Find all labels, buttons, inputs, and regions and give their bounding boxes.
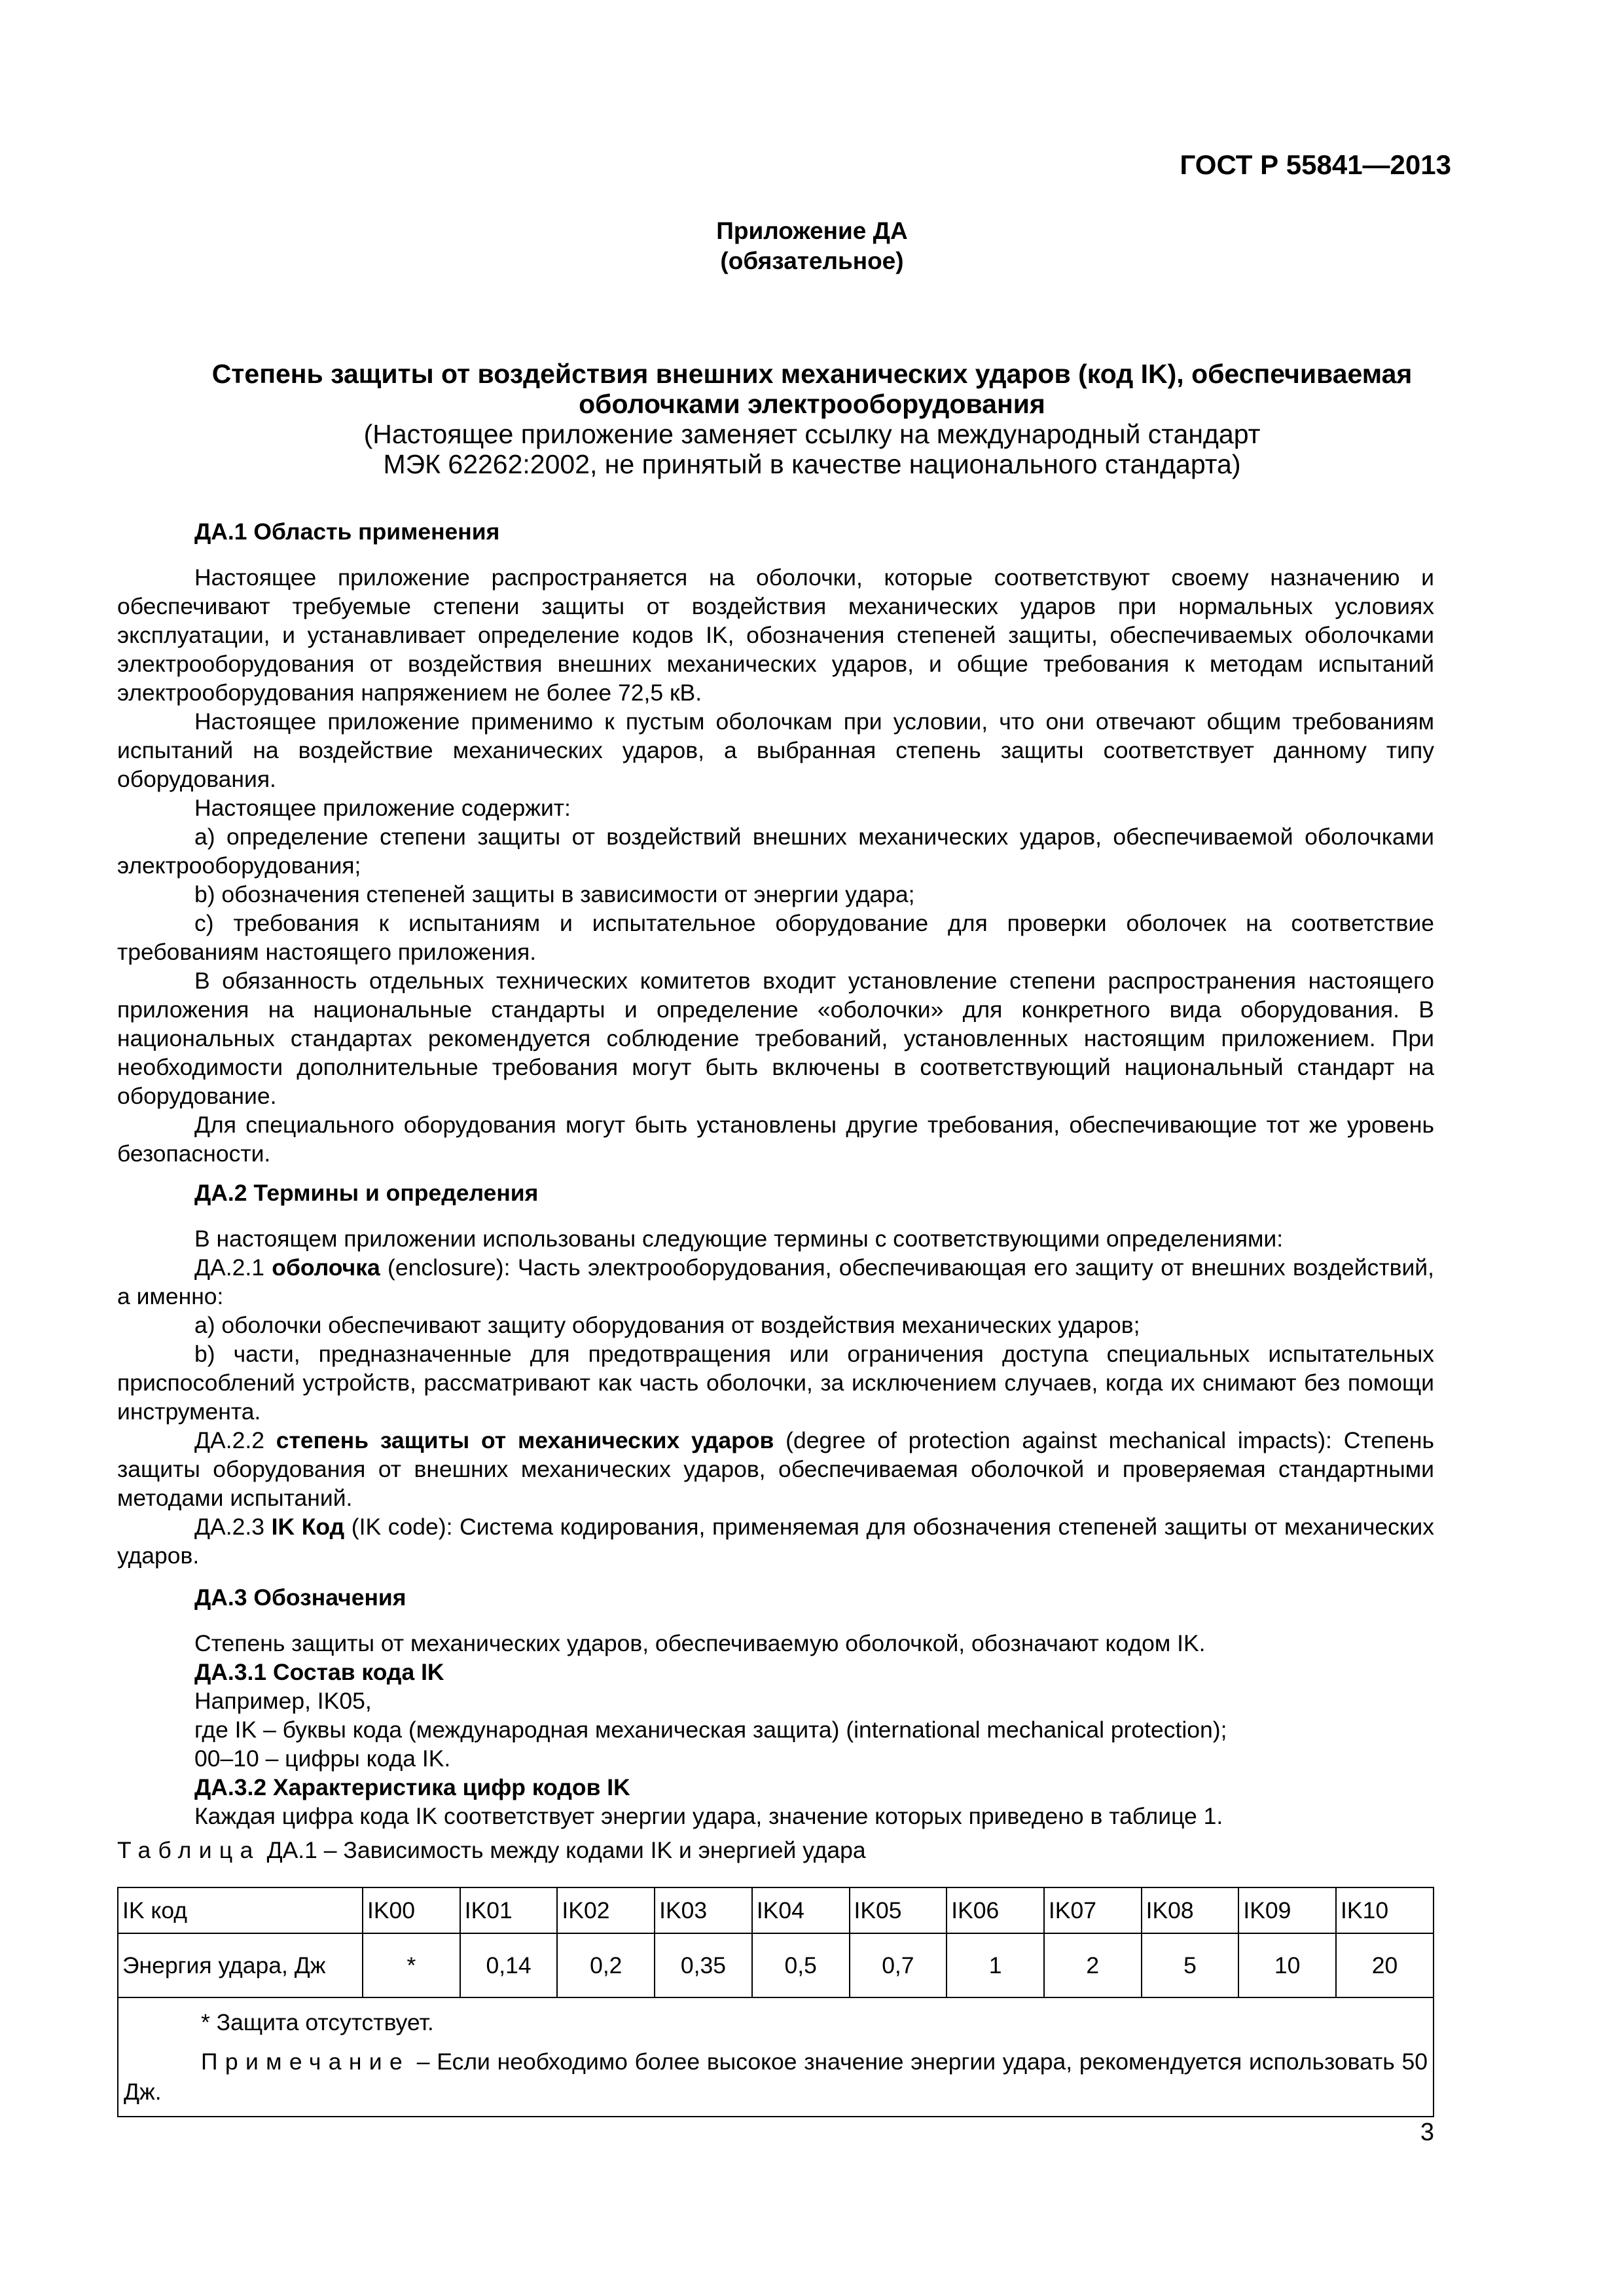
term-enclosure: ДА.2.1 оболочка (enclosure): Часть электрооборудования, обеспечивающая его защиту от внешних воздействий, а именно: — [117, 1254, 1435, 1309]
annex-status: (обязательное) — [720, 247, 904, 274]
ik-code-cell: IK01 — [460, 1887, 558, 1933]
paragraph: Степень защиты от механических ударов, обеспечиваемую оболочкой, обозначают кодом IK. — [194, 1630, 1206, 1656]
table-row — [118, 1933, 1434, 1997]
ik-code-cell: IK09 — [1238, 1887, 1336, 1933]
title-line-2: оболочками электрооборудования — [579, 389, 1045, 419]
term-ik-code: ДА.2.3 IK Код (IK code): Система кодирования, применяемая для обозначения степеней защиты от механических ударов. — [117, 1514, 1435, 1569]
page-number: 3 — [1420, 2119, 1434, 2146]
ik-code-cell: IK04 — [752, 1887, 850, 1933]
term: IK Код — [271, 1514, 345, 1540]
paragraph: 00–10 – цифры кода IK. — [194, 1745, 451, 1772]
table-caption: Таблица ДА.1 – Зависимость между кодами IK и энергией удара — [117, 1837, 866, 1863]
paragraph: где IK – буквы кода (международная механическая защита) (international mechanical protection); — [194, 1717, 1227, 1743]
energy-cell: 20 — [1336, 1933, 1434, 1997]
ik-code-cell: IK08 — [1142, 1887, 1239, 1933]
list-item: b) части, предназначенные для предотвращения или ограничения доступа специальных испытательных приспособлений устройств, рассматривают как часть оболочки, за исключением случаев, когда их снимают без помощи инструмента. — [117, 1341, 1434, 1425]
paragraph: Каждая цифра кода IK соответствует энергии удара, значение которых приведено в таблице 1. — [194, 1803, 1223, 1829]
energy-cell: 2 — [1044, 1933, 1142, 1997]
energy-cell: 5 — [1142, 1933, 1239, 1997]
annex-name: Приложение ДА — [716, 217, 908, 244]
title-line-1: Степень защиты от воздействия внешних механических ударов (код IK), обеспечиваемая — [211, 359, 1413, 389]
list-item: a) оболочки обеспечивают защиту оборудования от воздействия механических ударов; — [194, 1312, 1140, 1338]
title-note-1: (Настоящее приложение заменяет ссылку на международный стандарт — [363, 419, 1261, 449]
list-item: a) определение степени защиты от воздействий внешних механических ударов, обеспечиваемой оболочками электрооборудования; — [117, 824, 1434, 879]
paragraph: Настоящее приложение применимо к пустым оболочкам при условии, что они отвечают общим требованиям испытаний на воздействие механических ударов, а выбранная степень защиты соответствует данному типу оборудования. — [117, 708, 1434, 792]
paragraph: Настоящее приложение содержит: — [194, 795, 571, 821]
ik-code-cell: IK02 — [557, 1887, 655, 1933]
ik-code-cell: IK06 — [947, 1887, 1044, 1933]
document-id: ГОСТ Р 55841—2013 — [1180, 149, 1451, 180]
ik-code-cell: IK03 — [655, 1887, 752, 1933]
paragraph: Для специального оборудования могут быть установлены другие требования, обеспечивающие тот же уровень безопасности. — [117, 1112, 1434, 1167]
table-row — [118, 1887, 1434, 1933]
term: степень защиты от механических ударов — [276, 1427, 774, 1453]
title-note-2: МЭК 62262:2002, не принятый в качестве национального стандарта) — [383, 449, 1241, 479]
paragraph: В настоящем приложении использованы следующие термины с соответствующими определениями: — [194, 1226, 1284, 1252]
table-notes-row — [118, 1997, 1434, 2117]
energy-cell: * — [363, 1933, 460, 1997]
annex-title — [118, 359, 1506, 479]
section-heading: ДА.1 Область применения — [194, 519, 500, 545]
term-degree: ДА.2.2 степень защиты от механических ударов (degree of protection against mechanical impacts): Степень защиты оборудования от внешних механических ударов, обеспечиваемая оболочкой и проверяемая стандартными методами испытаний. — [117, 1427, 1435, 1511]
energy-cell: 0,2 — [557, 1933, 655, 1997]
subsection-heading: ДА.3.1 Состав кода IK — [194, 1659, 444, 1685]
paragraph: Например, IK05, — [194, 1688, 372, 1714]
energy-cell: 0,14 — [460, 1933, 558, 1997]
term: оболочка — [272, 1254, 380, 1281]
ik-energy-table — [117, 1887, 1434, 2117]
section-heading: ДА.3 Обозначения — [194, 1584, 406, 1611]
paragraph: В обязанность отдельных технических комитетов входит установление степени распространения настоящего приложения на национальные стандарты и определение «оболочки» для конкретного вида оборудования. В национальных стандартах рекомендуется соблюдение требований, установленных настоящим приложением. При необходимости дополнительные требования могут быть включены в соответствующий национальный стандарт на оборудование. — [117, 968, 1434, 1109]
section-da3 — [117, 1583, 1434, 1831]
paragraph: Настоящее приложение распространяется на оболочки, которые соответствуют своему назначению и обеспечивают требуемые степени защиты от воздействия механических ударов при нормальных условиях эксплуатации, и устанавливает определение кодов IK, обозначения степеней защиты, обеспечиваемых оболочками электрооборудования от воздействия внешних механических ударов, и общие требования к методам испытаний электрооборудования напряжением не более 72,5 кВ. — [117, 564, 1434, 706]
energy-cell: 0,5 — [752, 1933, 850, 1997]
energy-cell: 0,7 — [850, 1933, 947, 1997]
annex-heading — [0, 216, 1624, 276]
ik-code-cell: IK05 — [850, 1887, 947, 1933]
table-note: Примечание – Если необходимо более высокое значение энергии удара, рекомендуется использовать 50 Дж. — [124, 2049, 1428, 2105]
energy-cell: 0,35 — [655, 1933, 752, 1997]
energy-cell: 10 — [1238, 1933, 1336, 1997]
list-item: b) обозначения степеней защиты в зависимости от энергии удара; — [194, 881, 915, 907]
section-da2 — [117, 1178, 1434, 1570]
ik-code-cell: IK10 — [1336, 1887, 1434, 1933]
row-label: Энергия удара, Дж — [118, 1933, 363, 1997]
subsection-heading: ДА.3.2 Характеристика цифр кодов IK — [194, 1774, 630, 1800]
ik-code-cell: IK00 — [363, 1887, 460, 1933]
table-footnote: * Защита отсутствует. — [201, 2009, 434, 2035]
energy-cell: 1 — [947, 1933, 1044, 1997]
list-item: c) требования к испытаниям и испытательное оборудование для проверки оболочек на соответствие требованиям настоящего приложения. — [117, 910, 1434, 965]
row-label: IK код — [118, 1887, 363, 1933]
table-notes — [118, 1997, 1434, 2117]
section-heading: ДА.2 Термины и определения — [194, 1180, 539, 1206]
section-da1 — [117, 517, 1434, 1168]
ik-code-cell: IK07 — [1044, 1887, 1142, 1933]
